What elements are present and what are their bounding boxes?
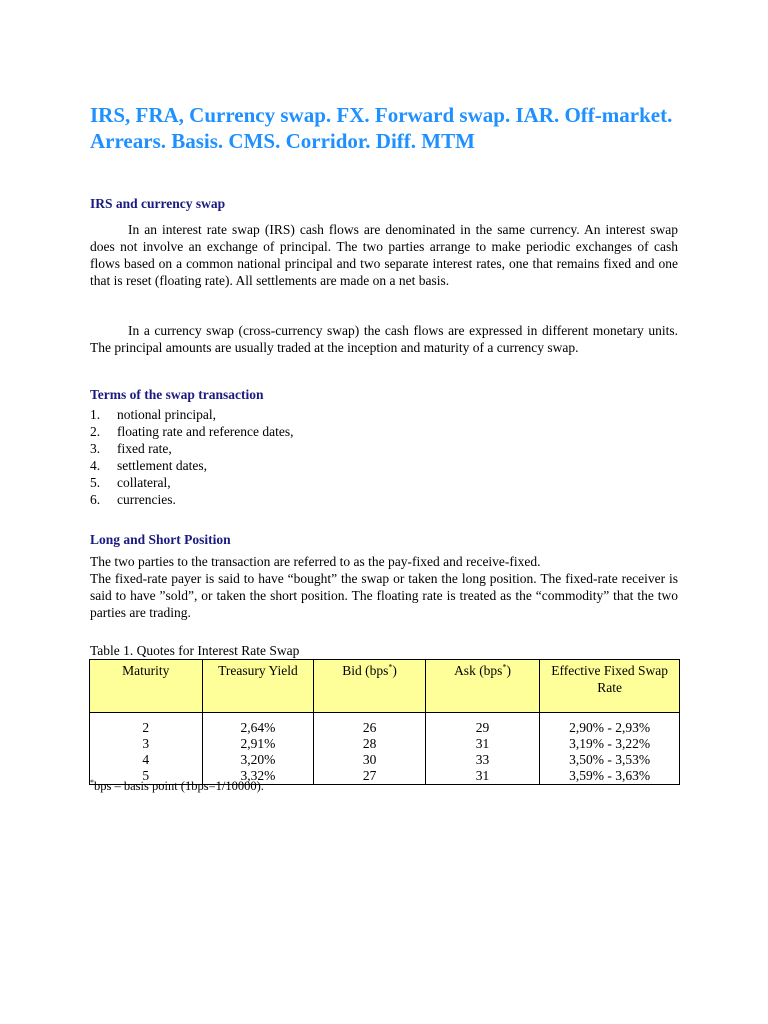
section-heading-terms: Terms of the swap transaction (90, 387, 264, 402)
list-item (90, 491, 294, 508)
cell-treasury-yield: 3,20% (202, 752, 314, 768)
cell-bid: 28 (314, 736, 426, 752)
list-item-text: floating rate and reference dates, (117, 424, 294, 439)
list-item (90, 457, 294, 474)
cell-ask: 31 (425, 768, 539, 785)
header-bid-label: Bid (bps (342, 663, 389, 678)
list-item-number: 1. (90, 407, 101, 422)
cell-effective-rate: 3,19% - 3,22% (540, 736, 680, 752)
list-item-number: 2. (90, 424, 101, 439)
paragraph-parties: The two parties to the transaction are referred to as the pay-fixed and receive-fixed. (90, 554, 541, 569)
cell-maturity: 5 (90, 768, 203, 785)
table-footnote (90, 779, 264, 794)
cell-ask: 33 (425, 752, 539, 768)
swap-quotes-table (89, 659, 680, 785)
cell-bid: 26 (314, 713, 426, 737)
list-item-text: settlement dates, (117, 458, 207, 473)
table-row (90, 752, 680, 768)
header-ask-close: ) (506, 663, 511, 678)
list-item-text: currencies. (117, 492, 176, 507)
header-treasury-yield: Treasury Yield (202, 660, 314, 713)
header-ask (425, 660, 539, 713)
cell-effective-rate: 3,59% - 3,63% (540, 768, 680, 785)
header-ask-mark: * (502, 662, 507, 672)
footnote-text: bps – basis point (1bps=1/10000). (94, 779, 264, 793)
table-caption: Table 1. Quotes for Interest Rate Swap (90, 643, 300, 658)
paragraph-positions: The fixed-rate payer is said to have “bought” the swap or taken the long position. The fixed-rate receiver is said to have ”sold”, or taken the short position. The floating rate is treated as the “commodity” that the two parties are trading. (90, 571, 678, 620)
cell-treasury-yield: 2,64% (202, 713, 314, 737)
footnote-mark: * (90, 777, 94, 787)
list-item-number: 5. (90, 475, 101, 490)
cell-maturity: 3 (90, 736, 203, 752)
list-item-text: notional principal, (117, 407, 216, 422)
section-heading-long-short: Long and Short Position (90, 532, 231, 547)
list-item-text: collateral, (117, 475, 171, 490)
list-item-number: 4. (90, 458, 101, 473)
terms-list (90, 406, 294, 508)
cell-treasury-yield: 3,32% (202, 768, 314, 785)
header-effective-rate: Effective Fixed Swap Rate (540, 660, 680, 713)
list-item-number: 3. (90, 441, 101, 456)
cell-treasury-yield: 2,91% (202, 736, 314, 752)
list-item (90, 440, 294, 457)
list-item (90, 406, 294, 423)
list-item-text: fixed rate, (117, 441, 172, 456)
header-maturity: Maturity (90, 660, 203, 713)
cell-ask: 29 (425, 713, 539, 737)
cell-maturity: 2 (90, 713, 203, 737)
list-item (90, 423, 294, 440)
list-item (90, 474, 294, 491)
table-row (90, 713, 680, 737)
paragraph-irs: In an interest rate swap (IRS) cash flows are denominated in the same currency. An interest swap does not involve an exchange of principal. The two parties arrange to make periodic exchanges of cash flows based on a common national principal and two separate interest rates, one that remains fixed and one that is reset (floating rate). All settlements are made on a net basis. (90, 222, 678, 288)
table-header-row (90, 660, 680, 713)
header-bid-mark: * (388, 662, 393, 672)
list-item-number: 6. (90, 492, 101, 507)
cell-maturity: 4 (90, 752, 203, 768)
cell-effective-rate: 2,90% - 2,93% (540, 713, 680, 737)
paragraph-currency-swap: In a currency swap (cross-currency swap) the cash flows are expressed in different monetary units. The principal amounts are usually traded at the inception and maturity of a currency swap. (90, 323, 678, 355)
cell-effective-rate: 3,50% - 3,53% (540, 752, 680, 768)
page-title: IRS, FRA, Currency swap. FX. Forward swap. IAR. Off-market. Arrears. Basis. CMS. Corridor. Diff. MTM (90, 103, 673, 153)
header-bid (314, 660, 426, 713)
header-ask-label: Ask (bps (454, 663, 503, 678)
cell-bid: 30 (314, 752, 426, 768)
cell-bid: 27 (314, 768, 426, 785)
cell-ask: 31 (425, 736, 539, 752)
header-bid-close: ) (392, 663, 397, 678)
section-heading-irs: IRS and currency swap (90, 196, 226, 211)
table-row (90, 736, 680, 752)
